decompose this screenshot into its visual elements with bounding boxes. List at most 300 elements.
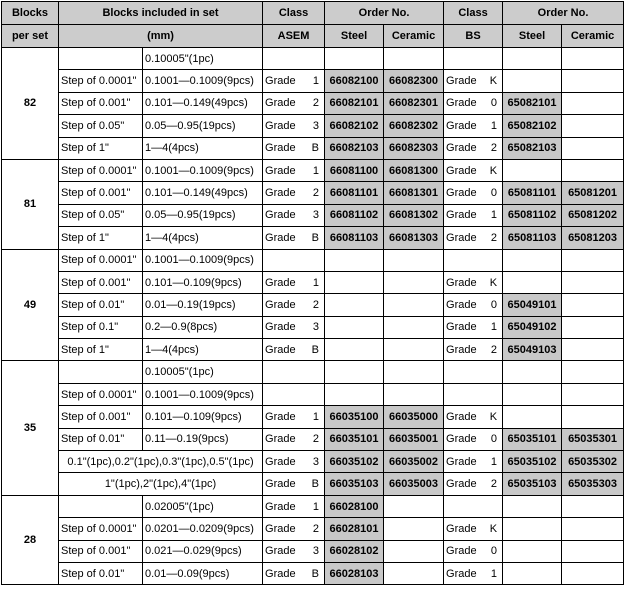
range-cell: 0.05—0.95(19pcs) — [143, 115, 263, 137]
asem-steel-order-no: 66081102 — [325, 204, 384, 226]
bs-steel-order-no: 65081101 — [503, 182, 562, 204]
table-row — [2, 495, 624, 517]
header-class-asem: Class — [263, 2, 325, 25]
range-cell: 0.2—0.9(8pcs) — [143, 316, 263, 338]
range-cell: 0.1001—0.1009(9pcs) — [143, 383, 263, 405]
asem-steel-order-no: 66082103 — [325, 137, 384, 159]
asem-grade-cell — [263, 383, 325, 405]
grade-value: 3 — [312, 545, 320, 558]
range-cell: 1—4(4pcs) — [143, 339, 263, 361]
header-included: Blocks included in set — [59, 2, 263, 25]
bs-grade-cell — [444, 495, 503, 517]
step-cell: Step of 0.001" — [59, 271, 143, 293]
blocks-per-set-cell: 82 — [2, 48, 59, 160]
range-cell: 1—4(4pcs) — [143, 137, 263, 159]
bs-grade-cell — [444, 294, 503, 316]
range-cell: 0.021—0.029(9pcs) — [143, 540, 263, 562]
bs-steel-order-no: 65049103 — [503, 339, 562, 361]
table-row — [2, 562, 624, 584]
bs-steel-order-no — [503, 249, 562, 271]
asem-ceramic-order-no — [384, 361, 444, 383]
table-row — [2, 137, 624, 159]
asem-steel-order-no: 66082102 — [325, 115, 384, 137]
grade-label: Grade — [446, 187, 477, 200]
asem-grade-cell — [263, 339, 325, 361]
asem-steel-order-no: 66035103 — [325, 473, 384, 495]
blocks-included-cell: 0.1"(1pc),0.2"(1pc),0.3"(1pc),0.5"(1pc) — [59, 451, 263, 473]
header-class-bs: Class — [444, 2, 503, 25]
table-row — [2, 339, 624, 361]
asem-ceramic-order-no: 66035003 — [384, 473, 444, 495]
table-row — [2, 159, 624, 181]
range-cell: 0.1001—0.1009(9pcs) — [143, 70, 263, 92]
grade-label: Grade — [446, 455, 477, 468]
blocks-included-cell: 1"(1pc),2"(1pc),4"(1pc) — [59, 473, 263, 495]
grade-value: K — [489, 410, 498, 423]
bs-grade-cell — [444, 48, 503, 70]
bs-ceramic-order-no — [562, 92, 624, 114]
step-cell: Step of 0.0001" — [59, 383, 143, 405]
range-cell: 0.10005"(1pc) — [143, 361, 263, 383]
step-cell: Step of 0.001" — [59, 406, 143, 428]
table-row — [2, 473, 624, 495]
asem-steel-order-no: 66081101 — [325, 182, 384, 204]
table-row — [2, 316, 624, 338]
gauge-block-sets-table — [1, 1, 624, 585]
header-order-no-bs: Order No. — [503, 2, 624, 25]
asem-ceramic-order-no: 66081303 — [384, 227, 444, 249]
grade-label: Grade — [446, 478, 477, 491]
grade-label: Grade — [265, 522, 296, 535]
step-cell: Step of 0.0001" — [59, 249, 143, 271]
grade-value: B — [311, 567, 320, 580]
bs-ceramic-order-no — [562, 70, 624, 92]
grade-label: Grade — [446, 298, 477, 311]
asem-grade-cell — [263, 316, 325, 338]
grade-value: 2 — [312, 433, 320, 446]
table-row — [2, 48, 624, 70]
asem-grade-cell — [263, 70, 325, 92]
grade-value: 2 — [490, 343, 498, 356]
asem-ceramic-order-no: 66035002 — [384, 451, 444, 473]
asem-ceramic-order-no: 66082301 — [384, 92, 444, 114]
step-cell: Step of 0.001" — [59, 182, 143, 204]
asem-grade-cell — [263, 473, 325, 495]
bs-steel-order-no: 65035103 — [503, 473, 562, 495]
bs-grade-cell — [444, 271, 503, 293]
bs-ceramic-order-no — [562, 115, 624, 137]
header-blocks: Blocks — [2, 2, 59, 25]
asem-steel-order-no — [325, 339, 384, 361]
bs-grade-cell — [444, 406, 503, 428]
grade-value: 2 — [312, 97, 320, 110]
grade-label: Grade — [446, 545, 477, 558]
grade-value: 1 — [490, 567, 498, 580]
bs-steel-order-no: 65082103 — [503, 137, 562, 159]
table-row — [2, 227, 624, 249]
asem-grade-cell — [263, 406, 325, 428]
grade-value: K — [489, 276, 498, 289]
asem-ceramic-order-no — [384, 271, 444, 293]
bs-ceramic-order-no — [562, 294, 624, 316]
grade-label: Grade — [265, 500, 296, 513]
grade-label: Grade — [265, 478, 296, 491]
grade-value: 0 — [490, 433, 498, 446]
grade-value: 3 — [312, 119, 320, 132]
table-row — [2, 428, 624, 450]
asem-ceramic-order-no: 66035001 — [384, 428, 444, 450]
range-cell: 0.1001—0.1009(9pcs) — [143, 159, 263, 181]
asem-steel-order-no — [325, 249, 384, 271]
asem-ceramic-order-no — [384, 339, 444, 361]
asem-grade-cell — [263, 92, 325, 114]
grade-label: Grade — [446, 276, 477, 289]
grade-value: K — [489, 75, 498, 88]
table-body — [2, 48, 624, 585]
grade-label: Grade — [265, 231, 296, 244]
grade-value: 2 — [312, 187, 320, 200]
table-row — [2, 361, 624, 383]
step-cell: Step of 0.01" — [59, 562, 143, 584]
asem-ceramic-order-no — [384, 294, 444, 316]
asem-steel-order-no: 66028100 — [325, 495, 384, 517]
range-cell: 0.02005"(1pc) — [143, 495, 263, 517]
asem-ceramic-order-no — [384, 48, 444, 70]
step-cell — [59, 361, 143, 383]
table-row — [2, 249, 624, 271]
step-cell — [59, 48, 143, 70]
bs-steel-order-no — [503, 406, 562, 428]
bs-ceramic-order-no — [562, 339, 624, 361]
bs-steel-order-no — [503, 495, 562, 517]
grade-value: 2 — [490, 231, 498, 244]
table-row — [2, 406, 624, 428]
bs-steel-order-no — [503, 361, 562, 383]
step-cell: Step of 1" — [59, 339, 143, 361]
step-cell: Step of 0.1" — [59, 316, 143, 338]
asem-grade-cell — [263, 227, 325, 249]
asem-grade-cell — [263, 115, 325, 137]
grade-value: 0 — [490, 187, 498, 200]
bs-steel-order-no — [503, 540, 562, 562]
range-cell: 0.101—0.109(9pcs) — [143, 406, 263, 428]
bs-grade-cell — [444, 361, 503, 383]
grade-label: Grade — [265, 142, 296, 155]
grade-label: Grade — [265, 545, 296, 558]
asem-grade-cell — [263, 249, 325, 271]
asem-steel-order-no: 66028102 — [325, 540, 384, 562]
asem-grade-cell — [263, 361, 325, 383]
bs-steel-order-no — [503, 48, 562, 70]
blocks-per-set-cell: 28 — [2, 495, 59, 585]
grade-label: Grade — [265, 298, 296, 311]
step-cell: Step of 0.0001" — [59, 518, 143, 540]
range-cell: 0.05—0.95(19pcs) — [143, 204, 263, 226]
range-cell: 0.101—0.149(49pcs) — [143, 182, 263, 204]
table-row — [2, 294, 624, 316]
grade-value: B — [311, 142, 320, 155]
step-cell: Step of 0.05" — [59, 115, 143, 137]
bs-ceramic-order-no — [562, 137, 624, 159]
bs-grade-cell — [444, 92, 503, 114]
grade-label: Grade — [265, 209, 296, 222]
bs-steel-order-no: 65081103 — [503, 227, 562, 249]
grade-label: Grade — [446, 75, 477, 88]
bs-grade-cell — [444, 115, 503, 137]
asem-ceramic-order-no: 66081300 — [384, 159, 444, 181]
step-cell: Step of 0.0001" — [59, 70, 143, 92]
grade-value: K — [489, 164, 498, 177]
bs-grade-cell — [444, 159, 503, 181]
asem-ceramic-order-no — [384, 540, 444, 562]
bs-ceramic-order-no: 65081202 — [562, 204, 624, 226]
table-row — [2, 115, 624, 137]
grade-value: 1 — [312, 410, 320, 423]
bs-grade-cell — [444, 249, 503, 271]
bs-ceramic-order-no — [562, 562, 624, 584]
asem-steel-order-no — [325, 361, 384, 383]
asem-ceramic-order-no — [384, 316, 444, 338]
asem-ceramic-order-no: 66081301 — [384, 182, 444, 204]
step-cell: Step of 0.01" — [59, 294, 143, 316]
grade-label: Grade — [446, 522, 477, 535]
grade-value: 1 — [312, 500, 320, 513]
header-per-set: per set — [2, 25, 59, 48]
header-order-no-asem: Order No. — [325, 2, 444, 25]
asem-ceramic-order-no — [384, 562, 444, 584]
header-ceramic-bs: Ceramic — [562, 25, 624, 48]
grade-label: Grade — [446, 164, 477, 177]
asem-steel-order-no — [325, 294, 384, 316]
grade-label: Grade — [446, 343, 477, 356]
grade-value: 1 — [312, 75, 320, 88]
asem-ceramic-order-no — [384, 518, 444, 540]
grade-value: 1 — [490, 209, 498, 222]
asem-ceramic-order-no — [384, 249, 444, 271]
bs-steel-order-no — [503, 70, 562, 92]
grade-label: Grade — [446, 209, 477, 222]
bs-ceramic-order-no — [562, 518, 624, 540]
grade-label: Grade — [446, 433, 477, 446]
grade-label: Grade — [265, 410, 296, 423]
grade-value: 3 — [312, 455, 320, 468]
asem-grade-cell — [263, 540, 325, 562]
grade-value: K — [489, 522, 498, 535]
asem-steel-order-no — [325, 271, 384, 293]
header-ceramic-asem: Ceramic — [384, 25, 444, 48]
grade-value: 0 — [490, 97, 498, 110]
grade-label: Grade — [265, 455, 296, 468]
grade-value: 0 — [490, 298, 498, 311]
asem-steel-order-no: 66082101 — [325, 92, 384, 114]
asem-steel-order-no: 66035101 — [325, 428, 384, 450]
range-cell: 0.0201—0.0209(9pcs) — [143, 518, 263, 540]
table-row — [2, 204, 624, 226]
asem-steel-order-no — [325, 383, 384, 405]
grade-label: Grade — [265, 75, 296, 88]
grade-label: Grade — [265, 119, 296, 132]
step-cell: Step of 0.001" — [59, 540, 143, 562]
asem-grade-cell — [263, 182, 325, 204]
bs-steel-order-no: 65081102 — [503, 204, 562, 226]
asem-ceramic-order-no: 66082302 — [384, 115, 444, 137]
asem-grade-cell — [263, 562, 325, 584]
grade-value: 2 — [312, 298, 320, 311]
grade-label: Grade — [446, 97, 477, 110]
asem-grade-cell — [263, 428, 325, 450]
table-row — [2, 451, 624, 473]
grade-value: 1 — [312, 276, 320, 289]
bs-ceramic-order-no — [562, 159, 624, 181]
asem-grade-cell — [263, 271, 325, 293]
grade-value: 1 — [490, 119, 498, 132]
header-bs: BS — [444, 25, 503, 48]
table-row — [2, 92, 624, 114]
bs-grade-cell — [444, 182, 503, 204]
bs-steel-order-no: 65035101 — [503, 428, 562, 450]
asem-grade-cell — [263, 137, 325, 159]
bs-grade-cell — [444, 540, 503, 562]
bs-steel-order-no: 65082102 — [503, 115, 562, 137]
bs-grade-cell — [444, 428, 503, 450]
grade-value: 2 — [490, 142, 498, 155]
header-row-1 — [2, 2, 624, 25]
table-row — [2, 271, 624, 293]
grade-label: Grade — [265, 276, 296, 289]
step-cell: Step of 1" — [59, 137, 143, 159]
bs-ceramic-order-no — [562, 271, 624, 293]
grade-label: Grade — [265, 321, 296, 334]
grade-value: B — [311, 231, 320, 244]
header-steel-asem: Steel — [325, 25, 384, 48]
grade-label: Grade — [265, 343, 296, 356]
range-cell: 1—4(4pcs) — [143, 227, 263, 249]
bs-ceramic-order-no — [562, 540, 624, 562]
bs-ceramic-order-no — [562, 249, 624, 271]
grade-label: Grade — [265, 164, 296, 177]
blocks-per-set-cell: 49 — [2, 249, 59, 361]
grade-value: 0 — [490, 545, 498, 558]
bs-steel-order-no: 65049102 — [503, 316, 562, 338]
grade-value: 2 — [312, 522, 320, 535]
asem-steel-order-no: 66081100 — [325, 159, 384, 181]
blocks-per-set-cell: 35 — [2, 361, 59, 495]
bs-steel-order-no — [503, 562, 562, 584]
range-cell: 0.101—0.109(9pcs) — [143, 271, 263, 293]
bs-ceramic-order-no — [562, 361, 624, 383]
grade-label: Grade — [446, 142, 477, 155]
grade-label: Grade — [265, 97, 296, 110]
bs-ceramic-order-no: 65035303 — [562, 473, 624, 495]
asem-ceramic-order-no: 66081302 — [384, 204, 444, 226]
asem-steel-order-no — [325, 48, 384, 70]
asem-grade-cell — [263, 451, 325, 473]
grade-value: 3 — [312, 321, 320, 334]
bs-steel-order-no: 65082101 — [503, 92, 562, 114]
header-row-2 — [2, 25, 624, 48]
asem-ceramic-order-no — [384, 383, 444, 405]
bs-grade-cell — [444, 316, 503, 338]
asem-steel-order-no: 66035102 — [325, 451, 384, 473]
bs-grade-cell — [444, 518, 503, 540]
bs-grade-cell — [444, 383, 503, 405]
step-cell: Step of 1" — [59, 227, 143, 249]
bs-ceramic-order-no: 65081201 — [562, 182, 624, 204]
table-row — [2, 540, 624, 562]
bs-ceramic-order-no — [562, 406, 624, 428]
asem-steel-order-no: 66082100 — [325, 70, 384, 92]
bs-grade-cell — [444, 227, 503, 249]
bs-grade-cell — [444, 204, 503, 226]
asem-ceramic-order-no: 66082303 — [384, 137, 444, 159]
grade-label: Grade — [446, 321, 477, 334]
grade-label: Grade — [446, 567, 477, 580]
range-cell: 0.11—0.19(9pcs) — [143, 428, 263, 450]
asem-grade-cell — [263, 294, 325, 316]
bs-grade-cell — [444, 137, 503, 159]
table-row — [2, 182, 624, 204]
blocks-per-set-cell: 81 — [2, 159, 59, 249]
step-cell: Step of 0.001" — [59, 92, 143, 114]
bs-steel-order-no — [503, 159, 562, 181]
range-cell: 0.10005"(1pc) — [143, 48, 263, 70]
asem-grade-cell — [263, 48, 325, 70]
bs-grade-cell — [444, 473, 503, 495]
asem-steel-order-no: 66028101 — [325, 518, 384, 540]
header-mm: (mm) — [59, 25, 263, 48]
grade-label: Grade — [265, 567, 296, 580]
header-steel-bs: Steel — [503, 25, 562, 48]
grade-value: 1 — [312, 164, 320, 177]
grade-label: Grade — [446, 119, 477, 132]
bs-ceramic-order-no — [562, 383, 624, 405]
step-cell: Step of 0.01" — [59, 428, 143, 450]
step-cell: Step of 0.0001" — [59, 159, 143, 181]
grade-value: 2 — [490, 478, 498, 491]
range-cell: 0.1001—0.1009(9pcs) — [143, 249, 263, 271]
bs-steel-order-no — [503, 271, 562, 293]
header-asem: ASEM — [263, 25, 325, 48]
asem-grade-cell — [263, 518, 325, 540]
grade-label: Grade — [446, 231, 477, 244]
asem-grade-cell — [263, 204, 325, 226]
grade-value: B — [311, 343, 320, 356]
asem-steel-order-no: 66028103 — [325, 562, 384, 584]
grade-value: 1 — [490, 455, 498, 468]
grade-label: Grade — [446, 410, 477, 423]
range-cell: 0.01—0.09(9pcs) — [143, 562, 263, 584]
bs-grade-cell — [444, 70, 503, 92]
table-row — [2, 70, 624, 92]
bs-steel-order-no: 65035102 — [503, 451, 562, 473]
bs-steel-order-no — [503, 518, 562, 540]
grade-label: Grade — [265, 187, 296, 200]
range-cell: 0.101—0.149(49pcs) — [143, 92, 263, 114]
asem-steel-order-no: 66035100 — [325, 406, 384, 428]
asem-ceramic-order-no: 66035000 — [384, 406, 444, 428]
bs-grade-cell — [444, 339, 503, 361]
bs-steel-order-no: 65049101 — [503, 294, 562, 316]
bs-grade-cell — [444, 562, 503, 584]
bs-ceramic-order-no: 65035301 — [562, 428, 624, 450]
bs-ceramic-order-no: 65035302 — [562, 451, 624, 473]
table-row — [2, 383, 624, 405]
bs-ceramic-order-no — [562, 495, 624, 517]
asem-grade-cell — [263, 159, 325, 181]
bs-ceramic-order-no — [562, 48, 624, 70]
grade-label: Grade — [265, 433, 296, 446]
step-cell — [59, 495, 143, 517]
